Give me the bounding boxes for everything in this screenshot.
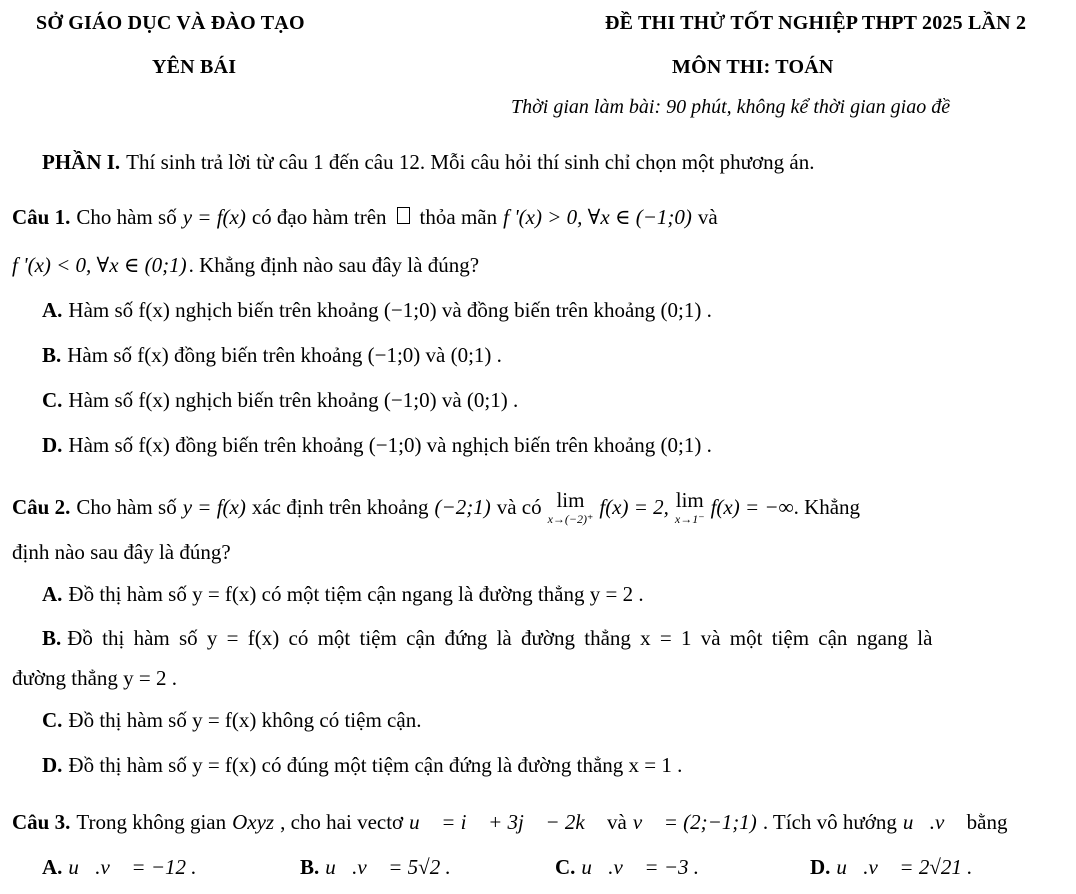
option-text: Hàm số f(x) đồng biến trên khoảng (−1;0) và nghịch biến trên khoảng (0;1) . [68,433,712,457]
q3-stem [12,810,1007,835]
q3-option-d[interactable] [810,855,972,880]
q3-vector-v: v⃗ = (2;−1;1) [632,810,757,834]
q2-stem-d: . Khẳng [793,495,861,519]
lim-subscript: x→1⁻ [674,512,705,526]
q3-dot-product: u⃗.v⃗ [902,810,961,834]
q3-option-a[interactable] [42,855,197,880]
q1-condition-2: f '(x) < 0, ∀x ∈ (0;1) [12,253,187,277]
option-text: u⃗.v⃗ = 5√2 . [325,855,451,879]
option-label: D. [810,855,831,879]
q2-option-b[interactable] [42,626,932,651]
option-text: u⃗.v⃗ = −12 . [68,855,197,879]
q2-limit-1 [548,490,594,525]
q1-condition-1: f '(x) > 0, ∀x ∈ (−1;0) [503,205,692,229]
part1-label: PHẦN I. [42,150,121,174]
q3-option-c[interactable] [555,855,699,880]
q1-option-b[interactable] [42,343,502,368]
option-label: D. [42,433,63,457]
option-text: Đồ thị hàm số y = f(x) có đúng một tiệm cận đứng là đường thẳng x = 1 . [68,753,683,777]
q2-label: Câu 2. [12,495,71,519]
q1-option-d[interactable] [42,433,712,458]
q1-stem-line1 [12,205,718,230]
q1-stem-b: có đạo hàm trên [251,205,387,229]
q3-vector-u: u⃗ = i⃗ + 3j⃗ − 2k⃗ [409,810,601,834]
q3-stem-d: . Tích vô hướng [762,810,897,834]
q1-option-a[interactable] [42,298,712,323]
option-label: A. [42,582,63,606]
q3-option-b[interactable] [300,855,451,880]
lim-subscript: x→(−2)⁺ [547,512,594,526]
q1-option-c[interactable] [42,388,518,413]
header-time-note: Thời gian làm bài: 90 phút, không kể thời gian giao đề [511,96,951,118]
q3-stem-b: , cho hai vectơ [280,810,404,834]
q3-label: Câu 3. [12,810,71,834]
lim-word: lim [675,488,704,512]
q1-stem-e: . Khẳng định nào sau đây là đúng? [188,253,480,277]
q2-stem-line2: định nào sau đây là đúng? [12,540,231,564]
q2-interval: (−2;1) [434,495,491,519]
q1-stem-c: thỏa mãn [419,205,498,229]
q2-stem-line1 [12,490,860,525]
lim-word: lim [556,488,585,512]
q2-limit-1-expr: f(x) = 2, [599,495,669,519]
option-label: B. [42,626,62,650]
option-label: C. [42,708,63,732]
header-subject: MÔN THI: TOÁN [672,56,834,78]
option-label: A. [42,298,63,322]
option-label: B. [42,343,62,367]
option-label: B. [300,855,320,879]
header-department: SỞ GIÁO DỤC VÀ ĐÀO TẠO [36,12,305,34]
option-label: C. [555,855,576,879]
option-label: A. [42,855,63,879]
q2-stem-b: xác định trên khoảng [251,495,429,519]
part1-instruction [42,150,814,175]
q1-stem-d: và [697,205,718,229]
q3-space: Oxyz [232,810,275,834]
q2-option-b-continued: đường thẳng y = 2 . [12,666,177,690]
option-text: Hàm số f(x) nghịch biến trên khoảng (−1;0) và (0;1) . [68,388,519,412]
option-text: Đồ thị hàm số y = f(x) có một tiệm cận đứng là đường thẳng x = 1 và một tiệm cận ngang là [67,626,933,650]
part1-text: Thí sinh trả lời từ câu 1 đến câu 12. Mỗi câu hỏi thí sinh chỉ chọn một phương án. [126,150,815,174]
q2-stem-a: Cho hàm số [76,495,177,519]
q1-stem-line2 [12,253,479,278]
q2-option-a[interactable] [42,582,644,607]
q3-stem-c: và [607,810,627,834]
q1-stem-a: Cho hàm số [76,205,177,229]
q3-stem-a: Trong không gian [76,810,227,834]
q2-function: y = f(x) [182,495,246,519]
q1-function: y = f(x) [182,205,246,229]
option-text: Hàm số f(x) nghịch biến trên khoảng (−1;0) và đồng biến trên khoảng (0;1) . [68,298,712,322]
option-text: u⃗.v⃗ = −3 . [581,855,700,879]
q1-label: Câu 1. [12,205,71,229]
option-label: C. [42,388,63,412]
option-text: Hàm số f(x) đồng biến trên khoảng (−1;0) và (0;1) . [67,343,502,367]
header-exam-title: ĐỀ THI THỬ TỐT NGHIỆP THPT 2025 LẦN 2 [605,12,1027,34]
q2-limit-2-expr: f(x) = −∞ [710,495,794,519]
option-text: Đồ thị hàm số y = f(x) có một tiệm cận ngang là đường thẳng y = 2 . [68,582,644,606]
option-label: D. [42,753,63,777]
real-numbers-symbol-icon [397,207,410,224]
q2-limit-2 [675,490,705,525]
q3-stem-e: bằng [966,810,1008,834]
option-text: u⃗.v⃗ = 2√21 . [836,855,973,879]
header-province: YÊN BÁI [152,56,237,78]
option-text: Đồ thị hàm số y = f(x) không có tiệm cận. [68,708,422,732]
q2-option-c[interactable] [42,708,421,733]
q2-option-d[interactable] [42,753,682,778]
q2-stem-c: và có [496,495,542,519]
